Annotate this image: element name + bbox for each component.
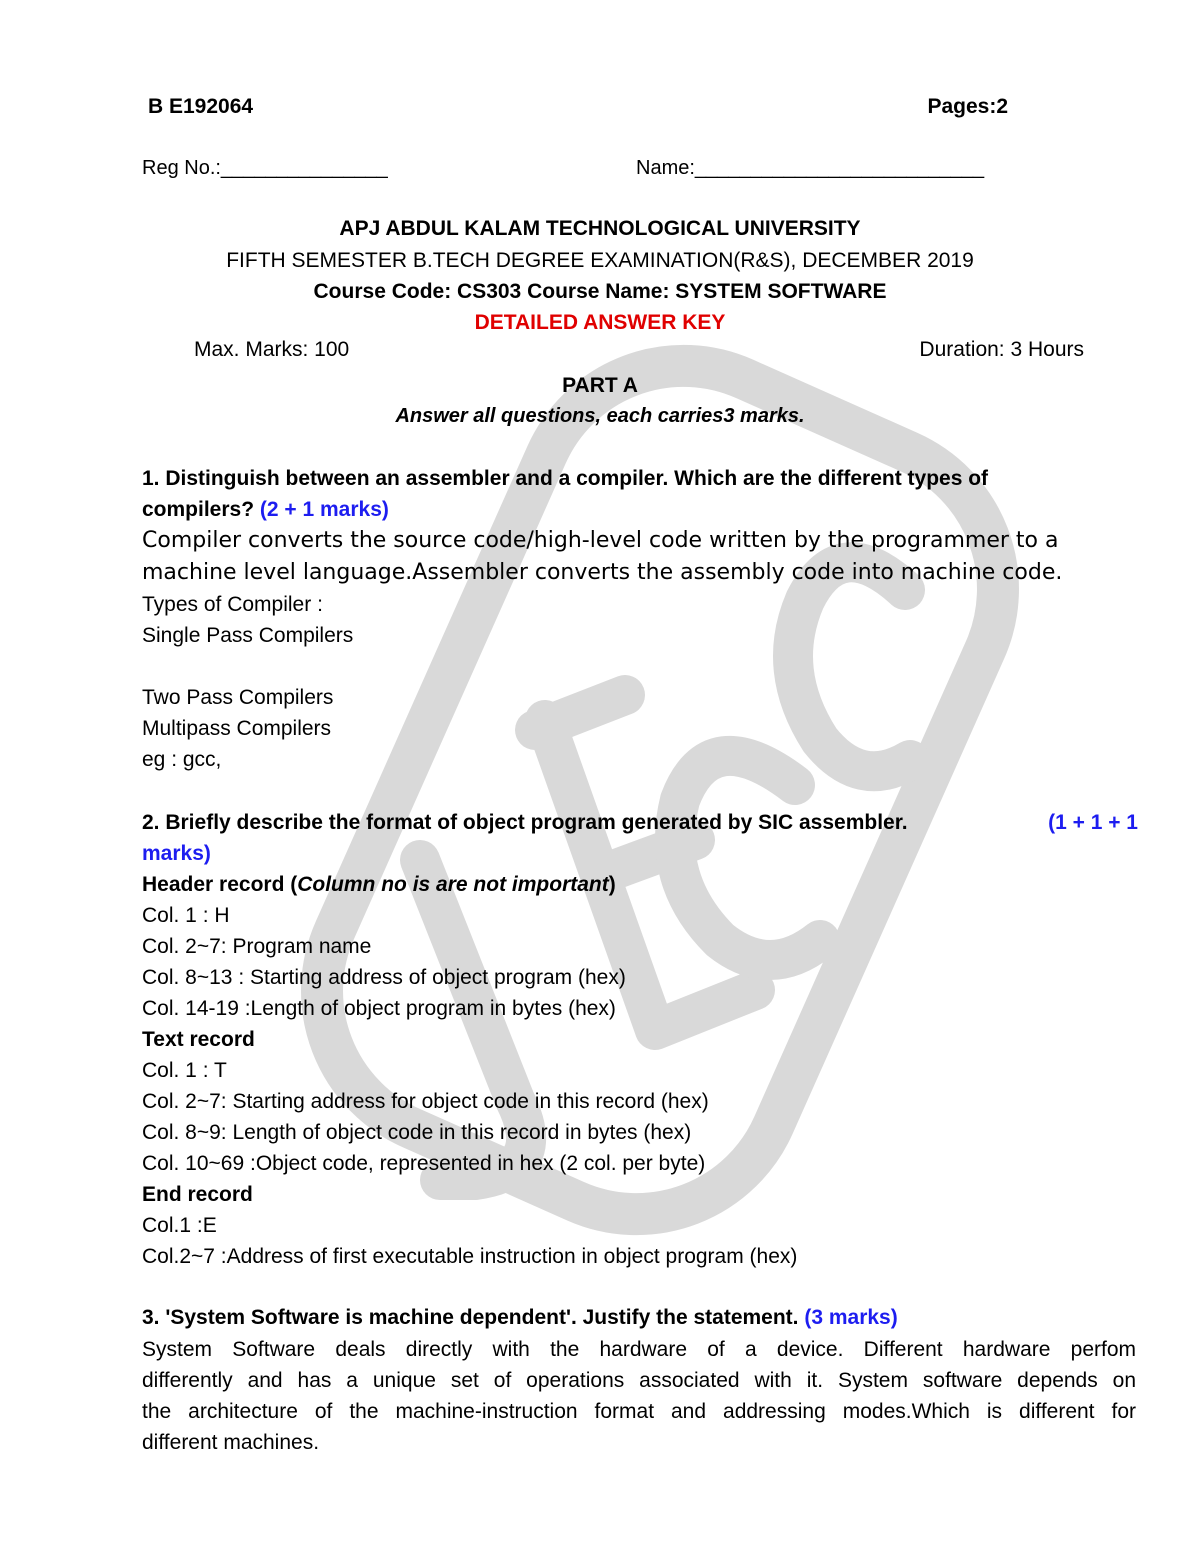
header-col-1: Col. 1 : H bbox=[142, 904, 230, 927]
q2-marks-part2: marks) bbox=[142, 842, 211, 865]
text-col-10-69: Col. 10~69 :Object code, represented in hex (2 col. per byte) bbox=[142, 1152, 706, 1175]
end-col-1: Col.1 :E bbox=[142, 1214, 217, 1237]
exam-title: FIFTH SEMESTER B.TECH DEGREE EXAMINATION(R&S), DECEMBER 2019 bbox=[226, 249, 974, 272]
q1-example: eg : gcc, bbox=[142, 748, 222, 771]
paper-code: B E192064 bbox=[148, 95, 254, 118]
q1-type-multipass: Multipass Compilers bbox=[142, 717, 332, 740]
q3-marks: (3 marks) bbox=[804, 1306, 898, 1329]
header-record-title-c: ) bbox=[608, 873, 616, 896]
end-col-2-7: Col.2~7 :Address of first executable instruction in object program (hex) bbox=[142, 1245, 798, 1268]
answer-key-title: DETAILED ANSWER KEY bbox=[474, 311, 726, 334]
header-record-title bbox=[142, 869, 616, 900]
header-record-title-a: Header record ( bbox=[142, 873, 298, 896]
q1-marks: (2 + 1 marks) bbox=[259, 498, 389, 521]
text-col-1: Col. 1 : T bbox=[142, 1059, 227, 1082]
q2-marks-part1: (1 + 1 + 1 bbox=[1048, 811, 1138, 834]
header-col-8-13: Col. 8~13 : Starting address of object program (hex) bbox=[142, 966, 626, 989]
q1-question-text: compilers? bbox=[142, 498, 260, 521]
q3-answer-line1: System Software deals directly with the hardware of a device. Different hardware perfom bbox=[142, 1338, 1136, 1361]
text-col-2-7: Col. 2~7: Starting address for object code in this record (hex) bbox=[142, 1090, 709, 1113]
page-count: Pages:2 bbox=[927, 95, 1008, 118]
end-record-title: End record bbox=[142, 1183, 253, 1206]
q1-types-heading: Types of Compiler : bbox=[142, 593, 323, 616]
header-record-note: Column no is are not important bbox=[297, 873, 609, 896]
q1-type-single-pass: Single Pass Compilers bbox=[142, 624, 354, 647]
part-heading: PART A bbox=[562, 374, 638, 397]
header-col-14-19: Col. 14-19 :Length of object program in bytes (hex) bbox=[142, 997, 616, 1020]
q1-answer-line2: machine level language.Assembler converts the assembly code into machine code. bbox=[142, 560, 1063, 585]
instructions: Answer all questions, each carries3 marks. bbox=[395, 405, 805, 427]
q3-answer-line2: differently and has a unique set of operations associated with it. System software depends on bbox=[142, 1369, 1136, 1392]
q2-question-text: 2. Briefly describe the format of object program generated by SIC assembler. bbox=[142, 811, 908, 834]
max-marks: Max. Marks: 100 bbox=[194, 338, 350, 361]
q3-answer-line3: the architecture of the machine-instruction format and addressing modes.Which is different for bbox=[142, 1400, 1136, 1423]
q1-question-line2 bbox=[142, 494, 389, 525]
university-name: APJ ABDUL KALAM TECHNOLOGICAL UNIVERSITY bbox=[339, 217, 861, 240]
duration: Duration: 3 Hours bbox=[919, 338, 1084, 361]
reg-no-field: Reg No.:_______________ bbox=[142, 157, 388, 179]
q1-type-two-pass: Two Pass Compilers bbox=[142, 686, 334, 709]
q3-question bbox=[142, 1302, 898, 1333]
q1-answer-line1: Compiler converts the source code/high-level code written by the programmer to a bbox=[142, 528, 1059, 553]
name-field: Name:__________________________ bbox=[636, 157, 985, 179]
course-info: Course Code: CS303 Course Name: SYSTEM SOFTWARE bbox=[313, 280, 887, 303]
q3-question-text: 3. 'System Software is machine dependent'. Justify the statement. bbox=[142, 1306, 805, 1329]
header-col-2-7: Col. 2~7: Program name bbox=[142, 935, 372, 958]
q2-question-line1 bbox=[142, 807, 1138, 838]
q1-question-line1: 1. Distinguish between an assembler and a compiler. Which are the different types of bbox=[142, 467, 989, 490]
q3-answer-line4: different machines. bbox=[142, 1431, 320, 1454]
text-col-8-9: Col. 8~9: Length of object code in this record in bytes (hex) bbox=[142, 1121, 692, 1144]
text-record-title: Text record bbox=[142, 1028, 255, 1051]
